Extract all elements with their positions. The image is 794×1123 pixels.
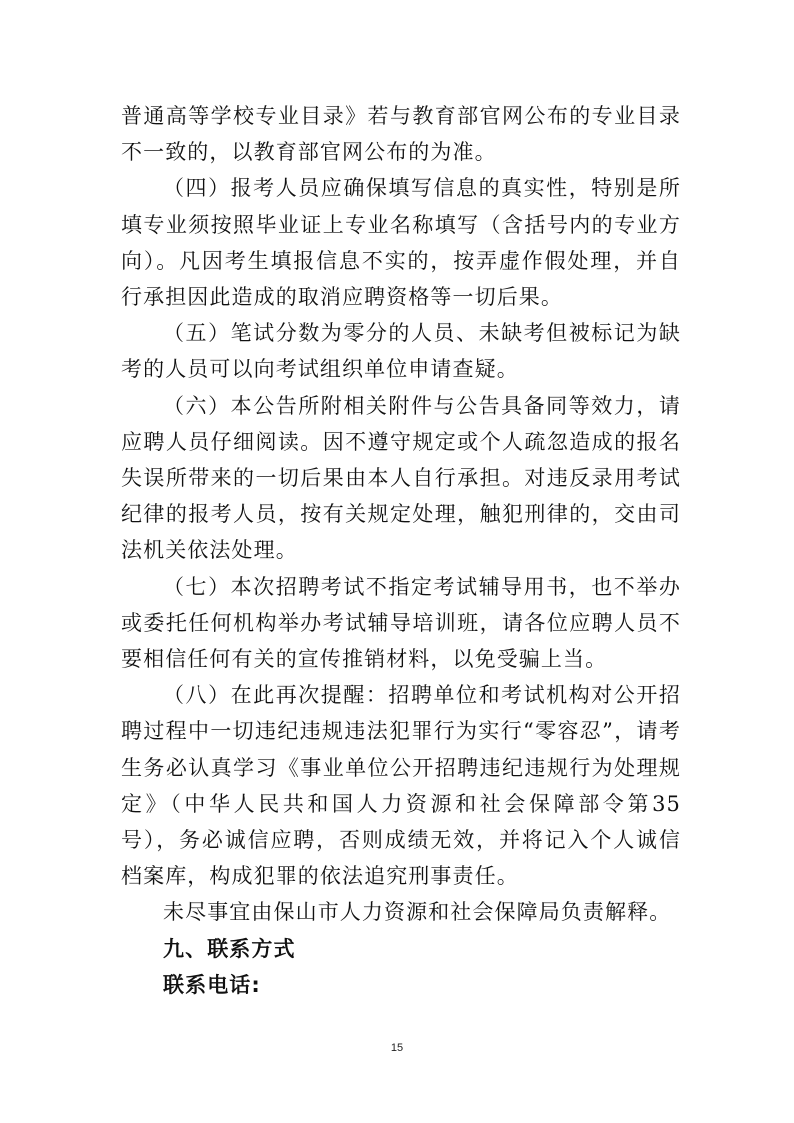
paragraph-item-7: （七）本次招聘考试不指定考试辅导用书，也不举办或委托任何机构举办考试辅导培训班，请各位应聘人员不要相信任何有关的宣传推销材料，以免受骗上当。 bbox=[121, 574, 681, 672]
paragraph-continuation: 普通高等学校专业目录》若与教育部官网公布的专业目录不一致的，以教育部官网公布的为准。 bbox=[121, 104, 681, 165]
page-number: 15 bbox=[390, 1042, 404, 1054]
paragraph-item-5: （五）笔试分数为零分的人员、未缺考但被标记为缺考的人员可以向考试组织单位申请查疑。 bbox=[121, 321, 681, 382]
paragraph-item-8: （八）在此再次提醒：招聘单位和考试机构对公开招聘过程中一切违纪违规违法犯罪行为实行“零容忍”，请考生务必认真学习《事业单位公开招聘违纪违规行为处理规定》（中华人民共和国人力资源和社会保障部令第35号），务必诚信应聘，否则成绩无效，并将记入个人诚信档案库，构成犯罪的依法追究刑事责任。 bbox=[121, 683, 681, 889]
paragraph-item-4: （四）报考人员应确保填写信息的真实性，特别是所填专业须按照毕业证上专业名称填写（含括号内的专业方向）。凡因考生填报信息不实的，按弄虚作假处理，并自行承担因此造成的取消应聘资格等一切后果。 bbox=[121, 176, 681, 310]
paragraph-closing-note: 未尽事宜由保山市人力资源和社会保障局负责解释。 bbox=[163, 900, 672, 925]
paragraph-item-6: （六）本公告所附相关附件与公告具备同等效力，请应聘人员仔细阅读。因不遵守规定或个人疏忽造成的报名失误所带来的一切后果由本人自行承担。对违反录用考试纪律的报考人员，按有关规定处理，触犯刑律的，交由司法机关依法处理。 bbox=[121, 393, 681, 563]
body-text bbox=[121, 98, 681, 1003]
section-heading-contact: 九、联系方式 bbox=[163, 936, 296, 961]
contact-phone-label: 联系电话: bbox=[163, 972, 261, 997]
